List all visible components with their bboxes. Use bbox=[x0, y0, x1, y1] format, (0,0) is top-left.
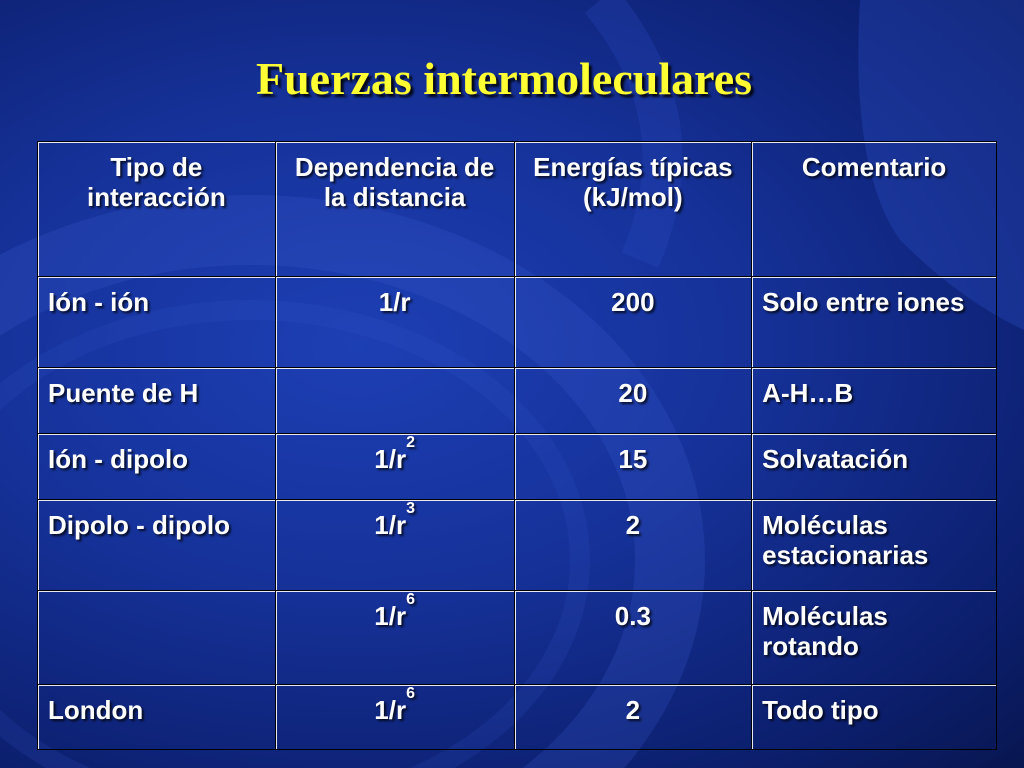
dep-exponent: 6 bbox=[406, 685, 415, 702]
header-cell: Energías típicas (kJ/mol) bbox=[514, 142, 752, 277]
dependencia-cell bbox=[275, 368, 514, 434]
comentario-cell: Moléculas rotando bbox=[752, 591, 997, 685]
comentario-cell: Moléculas estacionarias bbox=[752, 500, 997, 591]
table-row bbox=[38, 277, 997, 368]
energia-cell: 2 bbox=[514, 685, 752, 750]
dependencia-cell bbox=[275, 591, 514, 685]
tipo-cell: Dipolo - dipolo bbox=[38, 500, 276, 591]
dep-exponent: 3 bbox=[406, 500, 415, 517]
tipo-cell: Puente de H bbox=[38, 368, 276, 434]
dependencia-cell bbox=[275, 277, 514, 368]
tipo-cell: Ión - dipolo bbox=[38, 434, 276, 500]
comentario-cell: A-H…B bbox=[752, 368, 997, 434]
dep-base: 1/r bbox=[374, 601, 407, 631]
table-row bbox=[38, 500, 997, 591]
table-row bbox=[38, 685, 997, 750]
dependencia-cell bbox=[275, 500, 514, 591]
dep-base: 1/r bbox=[374, 444, 407, 474]
energia-cell: 15 bbox=[514, 434, 752, 500]
comentario-cell: Todo tipo bbox=[752, 685, 997, 750]
table-row bbox=[38, 591, 997, 685]
energia-cell: 0.3 bbox=[514, 591, 752, 685]
header-cell: Dependencia de la distancia bbox=[275, 142, 514, 277]
table-header-row bbox=[38, 142, 997, 277]
header-cell: Comentario bbox=[752, 142, 997, 277]
dep-base: 1/r bbox=[374, 510, 407, 540]
dep-exponent: 2 bbox=[406, 434, 415, 451]
tipo-cell: Ión - ión bbox=[38, 277, 276, 368]
energia-cell: 2 bbox=[514, 500, 752, 591]
intermolecular-forces-table bbox=[37, 141, 997, 750]
dep-base: 1/r bbox=[374, 695, 407, 725]
header-cell: Tipo de interacción bbox=[38, 142, 276, 277]
comentario-cell: Solo entre iones bbox=[752, 277, 997, 368]
dependencia-cell bbox=[275, 685, 514, 750]
tipo-cell: London bbox=[38, 685, 276, 750]
table-row bbox=[38, 434, 997, 500]
tipo-cell bbox=[38, 591, 276, 685]
energia-cell: 20 bbox=[514, 368, 752, 434]
dependencia-cell bbox=[275, 434, 514, 500]
table-row bbox=[38, 368, 997, 434]
dep-exponent: 6 bbox=[406, 591, 415, 608]
dep-base: 1/r bbox=[378, 287, 411, 317]
slide-title: Fuerzas intermoleculares bbox=[255, 53, 753, 104]
energia-cell: 200 bbox=[514, 277, 752, 368]
comentario-cell: Solvatación bbox=[752, 434, 997, 500]
